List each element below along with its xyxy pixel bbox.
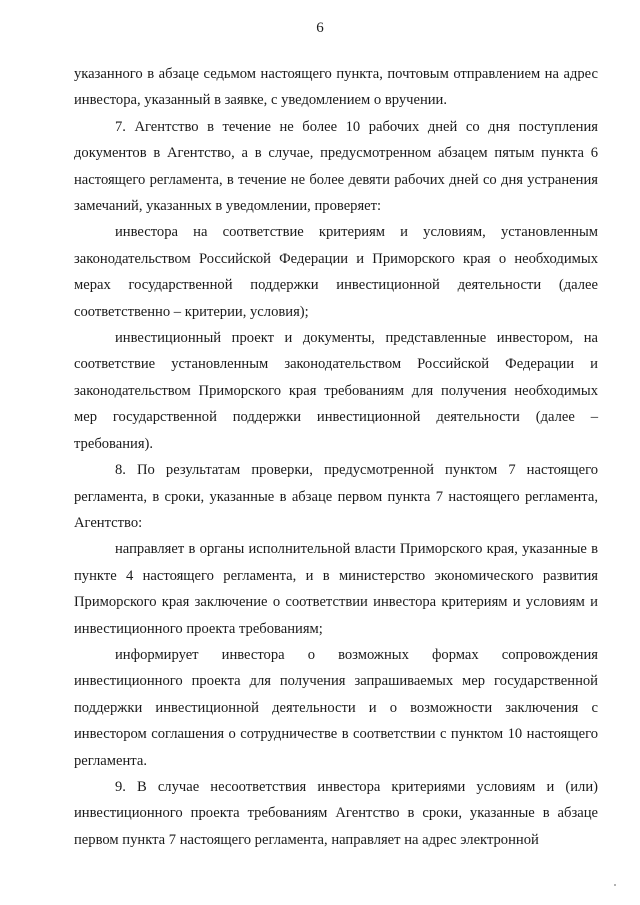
page-number: 6 bbox=[316, 20, 324, 36]
paragraph-sends-conclusion: направляет в органы исполнительной власти Приморского края, указанные в пункте 4 настоящего регламента, и в министерство экономического развития Приморского края заключение о соответствии инвестора критериям и условиям и инвестиционного проекта требованиям; bbox=[74, 541, 598, 637]
paragraph-informs-investor: информирует инвестора о возможных формах сопровождения инвестиционного проекта для получения запрашиваемых мер государственной поддержки инвестиционной деятельности и о возможности заключения с инвестором соглашения о сотрудничестве в соответствии с пунктом 10 настоящего регламента. bbox=[74, 646, 598, 769]
paragraph-item-8: 8. По результатам проверки, предусмотренной пунктом 7 настоящего регламента, в сроки, указанные в абзаце первом пункта 7 настоящего регламента, Агентство: bbox=[74, 462, 598, 531]
paragraph-item-7: 7. Агентство в течение не более 10 рабочих дней со дня поступления документов в Агентство, а в случае, предусмотренном абзацем пятым пункта 6 настоящего регламента, в течение не более девяти рабочих дней со дня устранения замечаний, указанных в уведомлении, проверяет: bbox=[74, 118, 598, 215]
document-body bbox=[74, 61, 598, 853]
paragraph-item-9: 9. В случае несоответствия инвестора критериями условиям и (или) инвестиционного проекта требованиям Агентство в сроки, указанные в абзаце первом пункта 7 настоящего регламента, направляет на адрес электронной bbox=[74, 778, 598, 848]
paragraph-continuation: указанного в абзаце седьмом настоящего пункта, почтовым отправлением на адрес инвестора, указанный в заявке, с уведомлением о вручении. bbox=[74, 66, 598, 109]
paragraph-criteria: инвестора на соответствие критериям и условиям, установленным законодательством Российской Федерации и Приморского края о необходимых мерах государственной поддержки инвестиционной деятельности (далее соответственно – критерии, условия); bbox=[74, 224, 598, 320]
scan-speck bbox=[614, 884, 616, 886]
paragraph-requirements: инвестиционный проект и документы, представленные инвестором, на соответствие установленным законодательством Российской Федерации и законодательством Приморского края требованиям для получения необходимых мер государственной поддержки инвестиционной деятельности (далее – требования). bbox=[74, 330, 598, 452]
